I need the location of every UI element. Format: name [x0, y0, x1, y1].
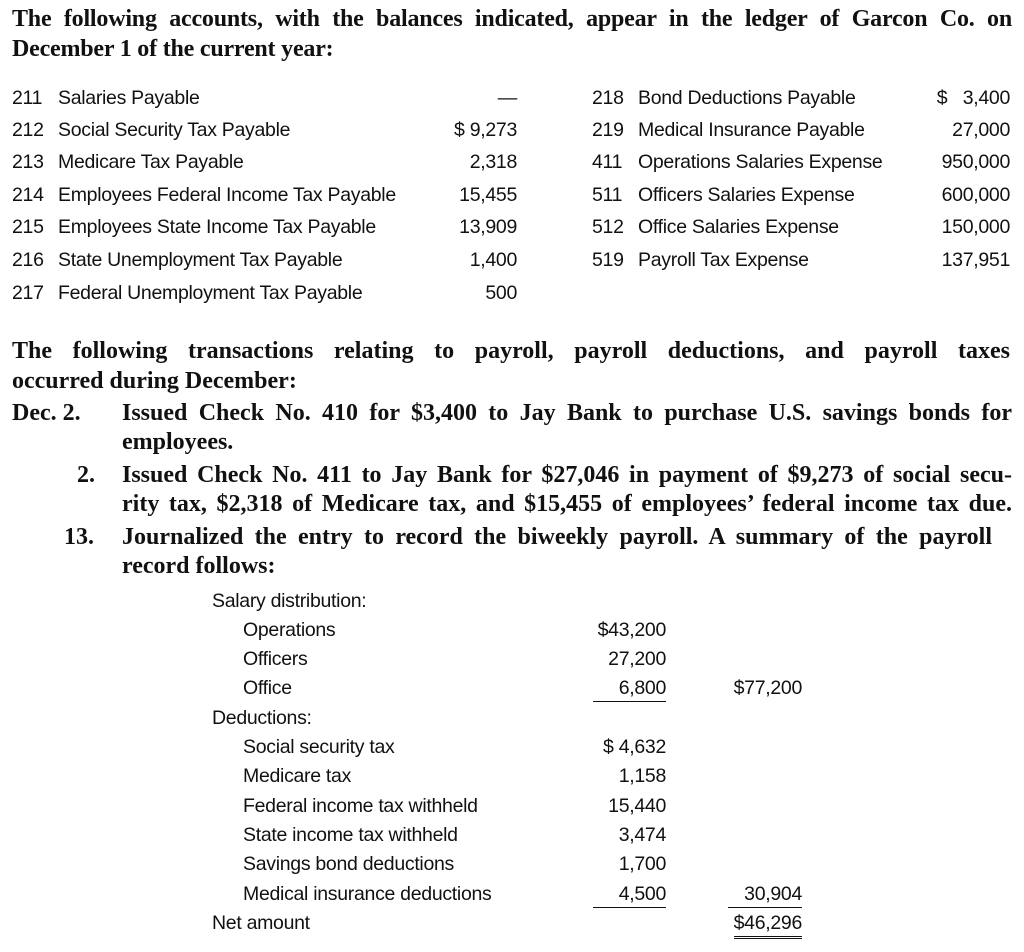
salary-total: $77,200 — [733, 677, 802, 699]
summary-label: Medical insurance deductions — [243, 883, 492, 905]
intro-paragraph — [12, 4, 1012, 64]
summary-row — [0, 645, 1024, 674]
account-balance: 150,000 — [941, 216, 1010, 238]
transaction-entry — [12, 399, 1012, 459]
account-row — [592, 211, 1010, 243]
summary-amount-underlined: 6,800 — [560, 674, 666, 703]
summary-amount: $ 4,632 — [603, 736, 666, 758]
account-number: 219 — [592, 119, 624, 141]
summary-amount: 3,474 — [618, 824, 666, 846]
transaction-line: Journalized the entry to record the biweekly payroll. A summary of the payroll — [122, 524, 992, 550]
account-name: Employees Federal Income Tax Payable — [58, 184, 396, 206]
transaction-date: Dec. 2. — [12, 400, 81, 426]
transaction-line: record follows: — [122, 553, 276, 579]
net-amount-double-underlined: $46,296 — [700, 909, 802, 939]
account-balance: 15,455 — [459, 184, 517, 206]
account-number: 411 — [592, 151, 623, 173]
summary-amount: 1,158 — [618, 765, 666, 787]
summary-amount-underlined: 4,500 — [560, 880, 666, 909]
summary-label: Operations — [243, 619, 336, 641]
summary-label: Social security tax — [243, 736, 395, 758]
transactions-intro-line: occurred during December: — [12, 368, 297, 394]
account-number: 216 — [12, 249, 44, 271]
account-row — [12, 244, 517, 276]
account-name: Bond Deductions Payable — [638, 87, 856, 109]
transaction-text — [122, 461, 1012, 519]
account-name: Medicare Tax Payable — [58, 151, 244, 173]
account-name: Medical Insurance Payable — [638, 119, 865, 141]
account-row — [592, 244, 1010, 276]
account-number: 213 — [12, 151, 44, 173]
account-name: Operations Salaries Expense — [638, 151, 883, 173]
account-name: Salaries Payable — [58, 87, 200, 109]
summary-amount: 15,440 — [608, 795, 666, 817]
account-row — [592, 82, 1010, 114]
summary-row — [0, 792, 1024, 821]
summary-label: Officers — [243, 648, 308, 670]
net-amount-label: Net amount — [212, 912, 310, 934]
intro-line: The following accounts, with the balances indicated, appear in the ledger of Garcon Co. on — [12, 6, 1012, 32]
account-row — [12, 114, 517, 146]
account-row — [592, 146, 1010, 178]
account-number: 217 — [12, 282, 44, 304]
transactions-intro-line: The following transactions relating to payroll, payroll deductions, and payroll taxes — [12, 338, 1010, 364]
transaction-line: rity tax, $2,318 of Medicare tax, and $15,455 of employees’ federal income tax due. — [122, 491, 1012, 517]
summary-label: Office — [243, 677, 292, 699]
account-number: 215 — [12, 216, 44, 238]
account-row — [12, 82, 517, 114]
summary-row — [0, 674, 1024, 703]
transaction-entry — [12, 461, 1012, 521]
account-number: 519 — [592, 249, 624, 271]
summary-amount: $43,200 — [597, 619, 666, 641]
deductions-total-underlined: 30,904 — [700, 880, 802, 909]
summary-heading-row — [0, 587, 1024, 616]
account-balance: 500 — [485, 282, 517, 304]
account-balance: — — [497, 87, 517, 109]
account-row — [592, 114, 1010, 146]
account-number: 511 — [592, 184, 623, 206]
account-name: Federal Unemployment Tax Payable — [58, 282, 363, 304]
account-balance: 27,000 — [952, 119, 1010, 141]
account-balance: 950,000 — [941, 151, 1010, 173]
account-number: 211 — [12, 87, 43, 109]
summary-row — [0, 733, 1024, 762]
summary-row — [0, 762, 1024, 791]
summary-label: Savings bond deductions — [243, 853, 455, 875]
summary-row — [0, 880, 1024, 909]
summary-amount: 1,700 — [618, 853, 666, 875]
transaction-date: 13. — [64, 524, 94, 550]
account-name: Social Security Tax Payable — [58, 119, 291, 141]
intro-line: December 1 of the current year: — [12, 36, 334, 62]
account-balance: 1,400 — [469, 249, 517, 271]
account-name: State Unemployment Tax Payable — [58, 249, 343, 271]
account-name: Office Salaries Expense — [638, 216, 839, 238]
transaction-line: employees. — [122, 429, 234, 455]
account-name: Officers Salaries Expense — [638, 184, 855, 206]
account-balance: 137,951 — [941, 249, 1010, 271]
salary-distribution-heading: Salary distribution: — [212, 590, 367, 612]
summary-amount: 27,200 — [608, 648, 666, 670]
account-row — [12, 277, 517, 309]
account-name: Employees State Income Tax Payable — [58, 216, 376, 238]
transaction-text — [122, 399, 1012, 457]
account-balance: 2,318 — [469, 151, 517, 173]
account-row — [12, 179, 517, 211]
transactions-intro — [12, 336, 1010, 396]
summary-label: Federal income tax withheld — [243, 795, 478, 817]
transaction-line: Issued Check No. 411 to Jay Bank for $27,046 in payment of $9,273 of social secu- — [122, 462, 1012, 488]
account-balance: 600,000 — [941, 184, 1010, 206]
transaction-date: 2. — [77, 462, 95, 488]
account-number: 214 — [12, 184, 44, 206]
account-row — [592, 179, 1010, 211]
summary-heading-row — [0, 704, 1024, 733]
account-balance: 13,909 — [459, 216, 517, 238]
account-row — [12, 146, 517, 178]
account-number: 212 — [12, 119, 44, 141]
transaction-entry — [12, 523, 1012, 583]
net-amount-row — [0, 909, 1024, 938]
account-balance: $ 3,400 — [936, 87, 1010, 109]
account-number: 512 — [592, 216, 624, 238]
transaction-text — [122, 523, 992, 581]
transaction-line: Issued Check No. 410 for $3,400 to Jay Bank to purchase U.S. savings bonds for — [122, 400, 1012, 426]
summary-row — [0, 850, 1024, 879]
account-row — [12, 211, 517, 243]
account-name: Payroll Tax Expense — [638, 249, 809, 271]
account-number: 218 — [592, 87, 624, 109]
account-balance: $ 9,273 — [454, 119, 517, 141]
summary-label: State income tax withheld — [243, 824, 458, 846]
deductions-heading: Deductions: — [212, 707, 312, 729]
summary-label: Medicare tax — [243, 765, 352, 787]
summary-row — [0, 821, 1024, 850]
summary-row — [0, 616, 1024, 645]
